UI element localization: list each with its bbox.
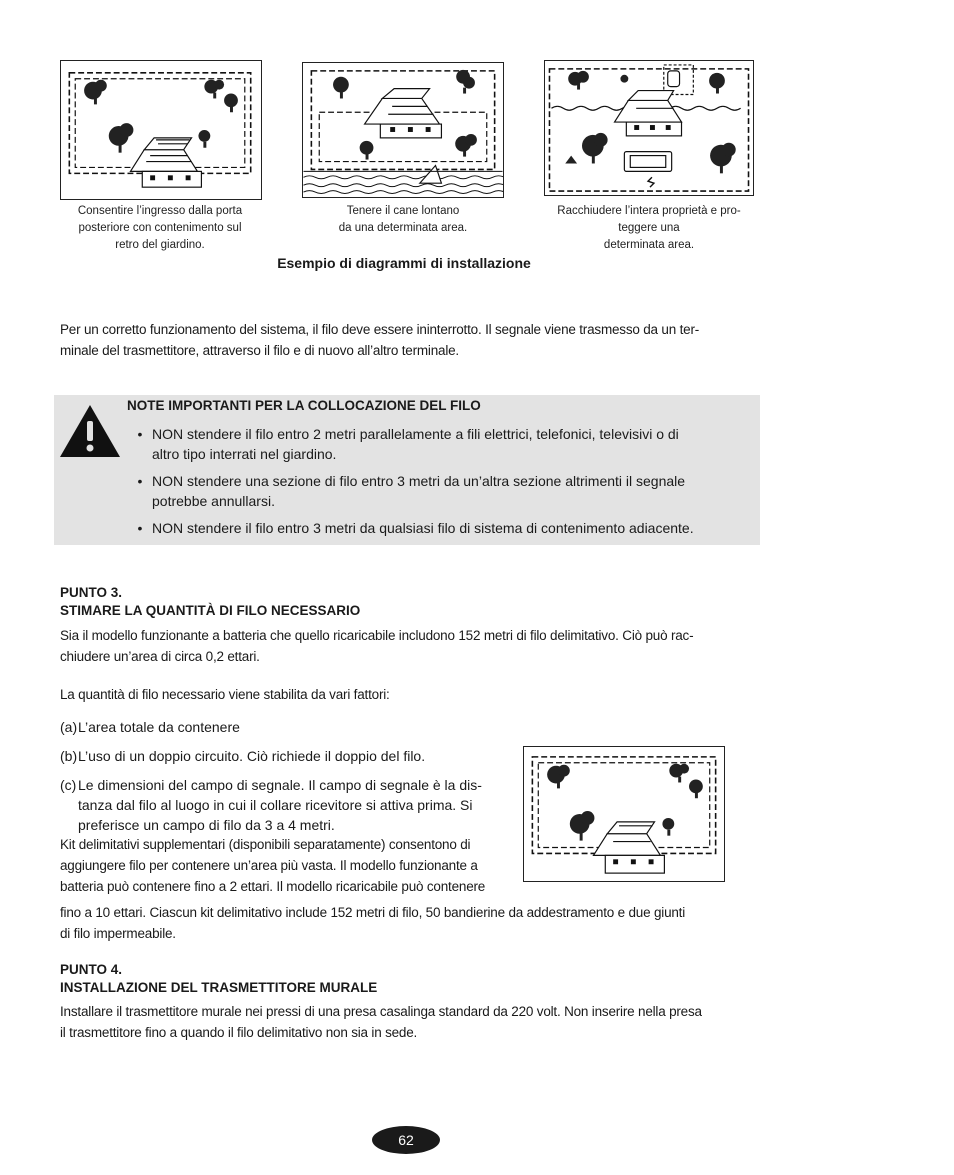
list-item bbox=[128, 424, 748, 464]
intro-paragraph bbox=[60, 319, 760, 361]
intro-line: Per un corretto funzionamento del sistema, il filo deve essere ininterrotto. Il segnale viene trasmesso da un ter- bbox=[60, 322, 700, 337]
caption-line: determinata area. bbox=[603, 239, 695, 251]
yard-small-illustration bbox=[524, 747, 724, 881]
intro-line: minale del trasmettitore, attraverso il filo e di nuovo all’altro terminale. bbox=[60, 343, 459, 358]
caption-full-property bbox=[536, 203, 762, 254]
list-item bbox=[60, 746, 520, 766]
step4-heading bbox=[60, 961, 760, 997]
caption-line: Racchiudere l’intera proprietà e pro- bbox=[557, 205, 741, 217]
step4-line: il trasmettitore fino a quando il filo delimitativo non sia in sede. bbox=[60, 1025, 418, 1040]
caption-line: Consentire l’ingresso dalla porta bbox=[77, 205, 243, 217]
kit-paragraph-continued bbox=[60, 902, 760, 944]
kit-line: fino a 10 ettari. Ciascun kit delimitativo include 152 metri di filo, 50 bandierine da addestramento e due giunti bbox=[60, 905, 686, 920]
step3-line: chiudere un’area di circa 0,2 ettari. bbox=[60, 649, 260, 664]
caption-line: teggere una bbox=[618, 222, 680, 234]
list-text bbox=[78, 746, 425, 766]
list-item bbox=[128, 471, 748, 511]
bullet-text bbox=[152, 471, 685, 511]
factors-list bbox=[60, 717, 520, 835]
bullet-icon: • bbox=[137, 473, 143, 489]
kit-line: Kit delimitativi supplementari (disponibili separatamente) consentono di bbox=[60, 837, 471, 852]
step3-heading bbox=[60, 584, 760, 620]
bullet-icon: • bbox=[137, 426, 143, 442]
caption-line: Tenere il cane lontano bbox=[346, 205, 460, 217]
step3-paragraph bbox=[60, 625, 760, 667]
diagram-keep-away bbox=[302, 62, 504, 198]
page-number: 62 bbox=[372, 1126, 440, 1154]
caption-line: posteriore con contenimento sul bbox=[78, 222, 242, 234]
diagram-full-property bbox=[544, 60, 754, 196]
list-marker: (b) bbox=[60, 748, 78, 764]
warning-triangle-icon bbox=[58, 403, 122, 459]
notes-bullet-list bbox=[128, 424, 748, 538]
bullet-line: NON stendere una sezione di filo entro 3 metri da un’altra sezione altrimenti il segnale bbox=[152, 473, 686, 489]
list-item bbox=[60, 775, 520, 835]
step3-line: Sia il modello funzionante a batteria che quello ricaricabile includono 152 metri di filo delimitativo. Ciò può rac- bbox=[60, 628, 694, 643]
list-line: preferisce un campo di filo da 3 a 4 metri. bbox=[78, 817, 335, 833]
step4-label: PUNTO 4. bbox=[60, 962, 123, 977]
bullet-text bbox=[152, 424, 679, 464]
list-marker: (a) bbox=[60, 719, 78, 735]
list-item bbox=[128, 518, 748, 538]
list-line: L’uso di un doppio circuito. Ciò richiede il doppio del filo. bbox=[78, 748, 426, 764]
full-property-illustration bbox=[545, 61, 753, 195]
bullet-line: NON stendere il filo entro 3 metri da qualsiasi filo di sistema di contenimento adiacente. bbox=[152, 520, 694, 536]
caption-line: da una determinata area. bbox=[338, 222, 468, 234]
bullet-text bbox=[152, 518, 694, 538]
kit-line: di filo impermeabile. bbox=[60, 926, 176, 941]
list-item bbox=[60, 717, 520, 737]
caption-line: retro del giardino. bbox=[115, 239, 205, 251]
bullet-icon: • bbox=[137, 520, 143, 536]
step4-paragraph bbox=[60, 1001, 760, 1043]
bullet-line: NON stendere il filo entro 2 metri parallelamente a fili elettrici, telefonici, televisivi o di bbox=[152, 426, 679, 442]
important-notes-box bbox=[54, 395, 760, 545]
bullet-line: potrebbe annullarsi. bbox=[152, 493, 275, 509]
caption-backyard bbox=[44, 203, 276, 254]
step4-line: Installare il trasmettitore murale nei pressi di una presa casalinga standard da 220 volt. Non inserire nella presa bbox=[60, 1004, 702, 1019]
backyard-illustration bbox=[61, 61, 261, 199]
diagram-yard-small bbox=[523, 746, 725, 882]
list-line: L’area totale da contenere bbox=[78, 719, 240, 735]
diagram-backyard bbox=[60, 60, 262, 200]
step4-title: INSTALLAZIONE DEL TRASMETTITORE MURALE bbox=[60, 980, 378, 995]
figure-title: Esempio di diagrammi di installazione bbox=[277, 255, 531, 271]
step3-title: STIMARE LA QUANTITÀ DI FILO NECESSARIO bbox=[60, 603, 361, 618]
caption-keep-away bbox=[290, 203, 516, 237]
list-line: Le dimensioni del campo di segnale. Il campo di segnale è la dis- bbox=[78, 777, 482, 793]
list-line: tanza dal filo al luogo in cui il collare ricevitore si attiva prima. Si bbox=[78, 797, 473, 813]
step3-factors-intro: La quantità di filo necessario viene stabilita da vari fattori: bbox=[60, 687, 390, 702]
list-text bbox=[78, 717, 240, 737]
list-text bbox=[78, 775, 482, 835]
kit-line: batteria può contenere fino a 2 ettari. Il modello ricaricabile può contenere bbox=[60, 879, 486, 894]
list-marker: (c) bbox=[60, 777, 77, 793]
step3-label: PUNTO 3. bbox=[60, 585, 123, 600]
bullet-line: altro tipo interrati nel giardino. bbox=[152, 446, 337, 462]
kit-line: aggiungere filo per contenere un’area più vasta. Il modello funzionante a bbox=[60, 858, 478, 873]
kit-paragraph bbox=[60, 834, 530, 897]
notes-heading: NOTE IMPORTANTI PER LA COLLOCAZIONE DEL FILO bbox=[127, 398, 481, 413]
keep-away-illustration bbox=[303, 63, 503, 197]
